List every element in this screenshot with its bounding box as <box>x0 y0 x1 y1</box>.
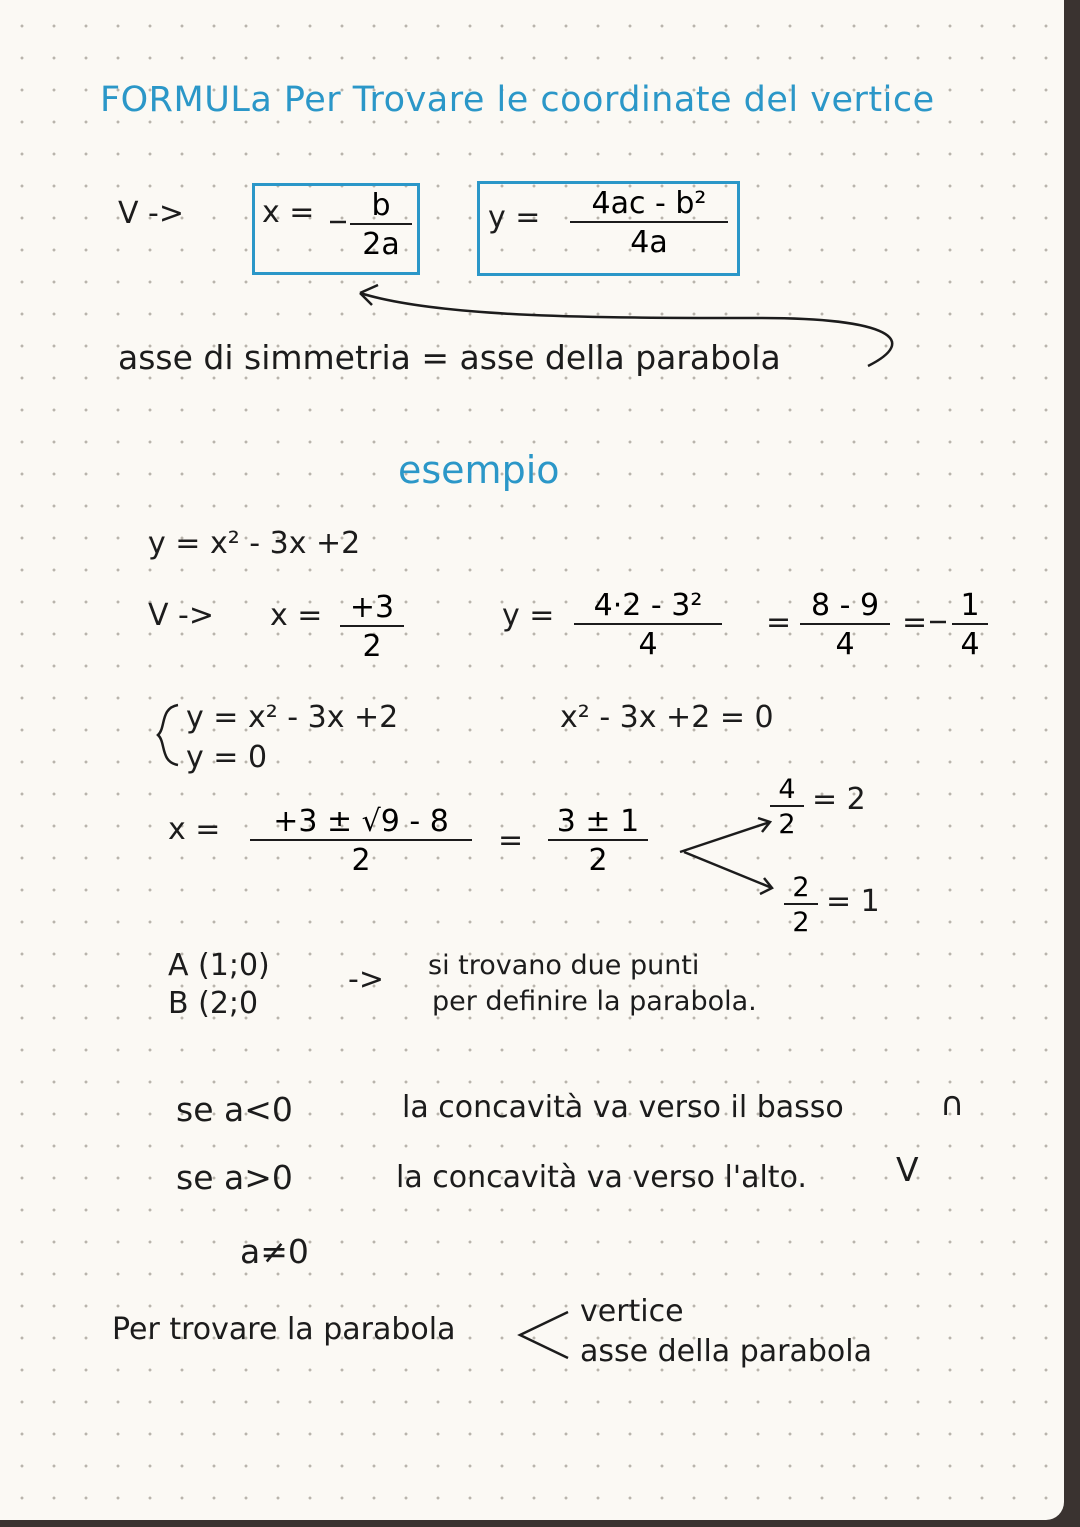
summary-item-axis: asse della parabola <box>580 1334 872 1369</box>
vertex-x-label: x = <box>270 598 323 633</box>
system-brace <box>158 705 178 765</box>
vertex-x-fraction <box>340 590 404 664</box>
root2-num: 2 <box>784 872 818 905</box>
summary-bracket <box>520 1312 568 1358</box>
example-vertex-prefix: V -> <box>148 598 215 633</box>
vertex-prefix: V -> <box>118 196 185 231</box>
vertex-y-num: 4·2 - 3² <box>574 588 722 625</box>
concavity-pos-text: la concavità va verso l'alto. <box>396 1160 807 1195</box>
axis-note: asse di simmetria = asse della parabola <box>118 338 781 377</box>
vertex-y-result-fraction <box>952 588 988 662</box>
example-equation: y = x² - 3x +2 <box>148 526 361 561</box>
vertex-y-step-fraction <box>800 588 890 662</box>
concavity-neg-text: la concavità va verso il basso <box>402 1090 844 1125</box>
root-arrow-up <box>680 818 770 852</box>
root2-fraction <box>784 872 818 938</box>
a-nonzero: a≠0 <box>240 1232 309 1271</box>
x-formula-num: b <box>350 188 412 225</box>
points-note-line1: si trovano due punti <box>428 950 700 981</box>
solution-x-label: x = <box>168 812 221 847</box>
concavity-neg-condition: se a<0 <box>176 1090 293 1129</box>
solution-fraction <box>250 804 472 878</box>
vertex-y-step-den: 4 <box>835 627 855 662</box>
concavity-up-symbol: V <box>896 1150 919 1189</box>
system-line-2: y = 0 <box>186 740 268 775</box>
root-arrow-down <box>684 852 772 894</box>
solution-simplified-num: 3 ± 1 <box>548 804 648 841</box>
root1-den: 2 <box>778 809 796 840</box>
equals-sign-3: = <box>498 823 524 858</box>
summary-item-vertex: vertice <box>580 1294 684 1329</box>
equals-sign-1: = <box>766 605 792 640</box>
y-formula-fraction <box>570 186 728 260</box>
solution-simplified-den: 2 <box>588 843 608 878</box>
y-formula-label: y = <box>488 200 541 235</box>
vertex-y-result-den: 4 <box>960 627 980 662</box>
point-a: A (1;0) <box>168 948 270 983</box>
system-line-1: y = x² - 3x +2 <box>186 700 399 735</box>
root1-fraction <box>770 774 804 840</box>
point-b: B (2;0 <box>168 986 259 1021</box>
vertex-y-den: 4 <box>638 627 658 662</box>
x-formula-den: 2a <box>362 227 400 262</box>
root2-den: 2 <box>792 907 810 938</box>
concavity-pos-condition: se a>0 <box>176 1158 293 1197</box>
y-formula-num: 4ac - b² <box>570 186 728 223</box>
x-formula-label: x = <box>262 195 315 230</box>
arrow-head <box>360 285 378 305</box>
summary-lead: Per trovare la parabola <box>112 1312 456 1347</box>
equals-sign-2: = <box>902 605 928 640</box>
example-heading: esempio <box>398 448 560 492</box>
vertex-y-step-num: 8 - 9 <box>800 588 890 625</box>
solution-den: 2 <box>351 843 371 878</box>
y-formula-den: 4a <box>630 225 668 260</box>
root1-num: 4 <box>770 774 804 807</box>
reduced-equation: x² - 3x +2 = 0 <box>560 700 774 735</box>
x-formula-fraction <box>350 188 412 262</box>
root2-value: = 1 <box>826 884 880 919</box>
vertex-x-den: 2 <box>362 629 382 664</box>
solution-num: +3 ± √9 - 8 <box>250 804 472 841</box>
vertex-x-num: +3 <box>340 590 404 627</box>
page-title: FORMULa Per Trovare le coordinate del vertice <box>100 80 935 120</box>
solution-simplified-fraction <box>548 804 648 878</box>
points-note-line2: per definire la parabola. <box>432 986 757 1017</box>
root1-value: = 2 <box>812 782 866 817</box>
concavity-down-symbol: ∩ <box>940 1084 965 1123</box>
vertex-y-fraction <box>574 588 722 662</box>
points-arrow: -> <box>348 962 384 997</box>
vertex-y-label: y = <box>502 598 555 633</box>
vertex-y-result-num: 1 <box>952 588 988 625</box>
